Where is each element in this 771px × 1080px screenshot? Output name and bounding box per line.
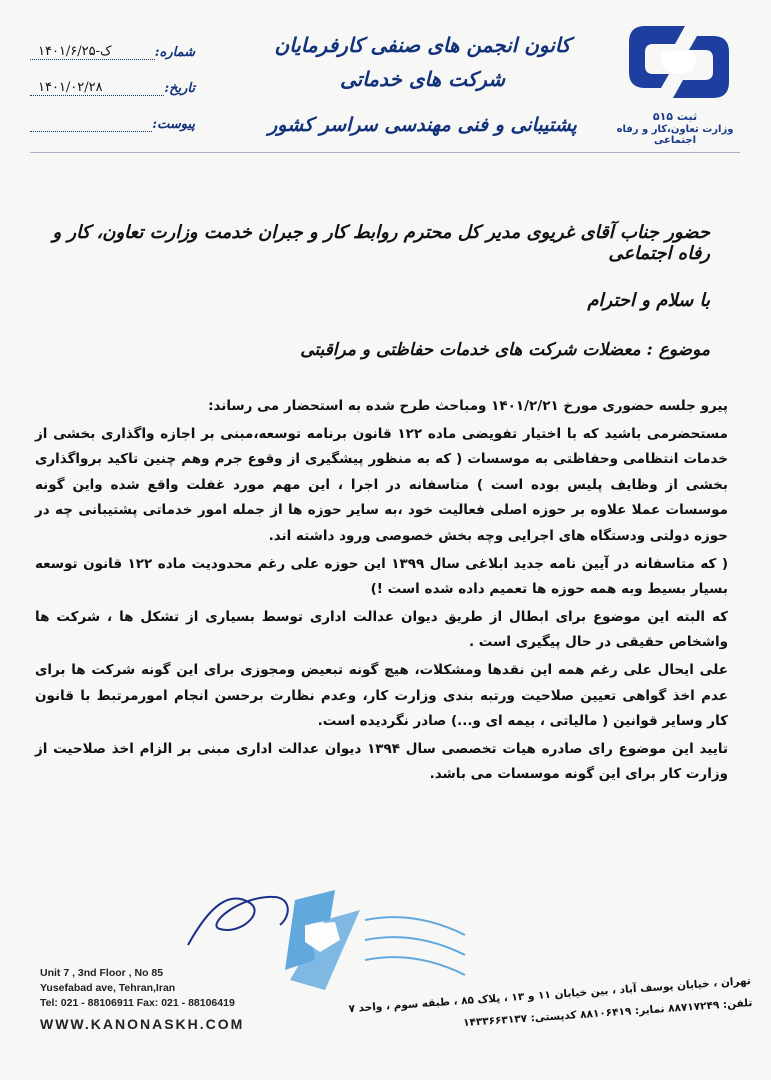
logo-caption — [600, 110, 750, 146]
registration-number: ثبت ۵۱۵ — [652, 110, 698, 123]
website-link[interactable]: WWW.KANONASKH.COM — [40, 1016, 245, 1032]
letter-meta — [30, 36, 195, 144]
footer-address-line2: Yusefabad ave, Tehran,Iran — [40, 982, 176, 994]
date-label: تاریخ: — [164, 81, 195, 96]
body-paragraph: که البته این موضوع برای ابطال از طریق دیوان عدالت اداری توسط بسیاری از تشکل ها ، شرکت ها واشخاص حقیقی در حال پیگیری است . — [35, 608, 728, 651]
subject-line: موضوع : معضلات شرکت های خدمات حفاظتی و مراقبتی — [300, 340, 710, 360]
body-paragraph: تایید این موضوع رای صادره هیات تخصصی سال ۱۳۹۴ دیوان عدالت اداری مبنی بر الزام اخذ صلاحیت از وزارت کار برای این گونه موسسات می باشد. — [35, 740, 728, 783]
body-paragraph: علی ایحال علی رغم همه این نقدها ومشکلات، هیچ گونه تبعیض ومجوزی برای این گونه شرکت ها برای عدم اخذ گواهی تعیین صلاحیت ورتبه بندی وزارت کار، وعدم نظارت برحسن انجام امورمرتبط با قانون کار وسایر قوانین ( مالیاتی ، بیمه ای و...) صادر نگردیده است. — [35, 661, 728, 730]
number-label: شماره: — [154, 45, 195, 60]
meta-attachment-row — [30, 108, 195, 132]
organization-title — [250, 28, 595, 142]
meta-number-row — [30, 36, 195, 60]
attachment-label: پیوست: — [152, 117, 195, 132]
footer-fa-contact: تلفن: ۸۸۷۱۷۲۴۹ نمابر: ۸۸۱۰۶۴۱۹ کدپستی: ۱۴۳۳۶۶۳۱۳۷ — [462, 996, 753, 1030]
organization-title-line1: کانون انجمن های صنفی کارفرمایان شرکت های خدماتی — [274, 33, 571, 91]
body-paragraph: مستحضرمی باشید که با اختیار تفویضی ماده ۱۲۲ قانون برنامه توسعه،مبنی بر اجازه واگذاری بخشی از خدمات انتظامی وحفاظتی به موسسات ( که به منظور پیشگیری از وقوع جرم وهم چنین تاکید برواگذاری بخشی از وظایف پلیس بوده است ) متاسفانه در اجرا ، این مهم مورد غفلت واقع شده واین گونه موسسات عملا علاوه بر حوزه اصلی فعالیت خود ،به سایر حوزه ها از جمله امور خدماتی پشتیبانی چه در حوزه دولتی ودستگاه های اجرایی وچه بخش خصوصی ورود داشته اند. — [35, 425, 728, 544]
body-paragraph: پیرو جلسه حضوری مورخ ۱۴۰۱/۲/۲۱ ومباحث طرح شده به استحضار می رساند: — [208, 398, 728, 414]
header-divider — [30, 152, 740, 153]
addressee: حضور جناب آقای غریوی مدیر کل محترم روابط کار و جبران خدمت وزارت تعاون، کار و رفاه اجتماعی — [52, 222, 710, 264]
greeting: با سلام و احترام — [587, 290, 710, 311]
body-paragraph: ( که متاسفانه در آیین نامه جدید ابلاغی سال ۱۳۹۹ این حوزه علی رغم محدودیت ماده ۱۲۲ قانون توسعه بسیار بسیط وبه همه حوزه ها تعمیم داده شده است !) — [35, 555, 729, 598]
footer-fa-address: تهران ، خیابان یوسف آباد ، بین خیابان ۱۱ و ۱۳ ، پلاک ۸۵ ، طبقه سوم ، واحد ۷ — [348, 974, 752, 1016]
footer-phone-fax: Tel: 021 - 88106911 Fax: 021 - 88106419 — [40, 997, 235, 1009]
date-value: ۱۴۰۱/۰۲/۲۸ — [30, 80, 164, 96]
letter-body — [35, 394, 728, 790]
meta-date-row — [30, 72, 195, 96]
organization-logo — [625, 22, 733, 102]
ministry-name: وزارت تعاون،کار و رفاه اجتماعی — [616, 124, 734, 146]
number-value: ۱۴۰۱/۶/ک-۲۵ — [30, 44, 155, 60]
footer-address-line1: Unit 7 , 3nd Floor , No 85 — [40, 967, 164, 979]
footer-address-en — [40, 966, 270, 1032]
attachment-value — [30, 131, 152, 132]
organization-title-line2: پشتیبانی و فنی مهندسی سراسر کشور — [268, 114, 577, 136]
